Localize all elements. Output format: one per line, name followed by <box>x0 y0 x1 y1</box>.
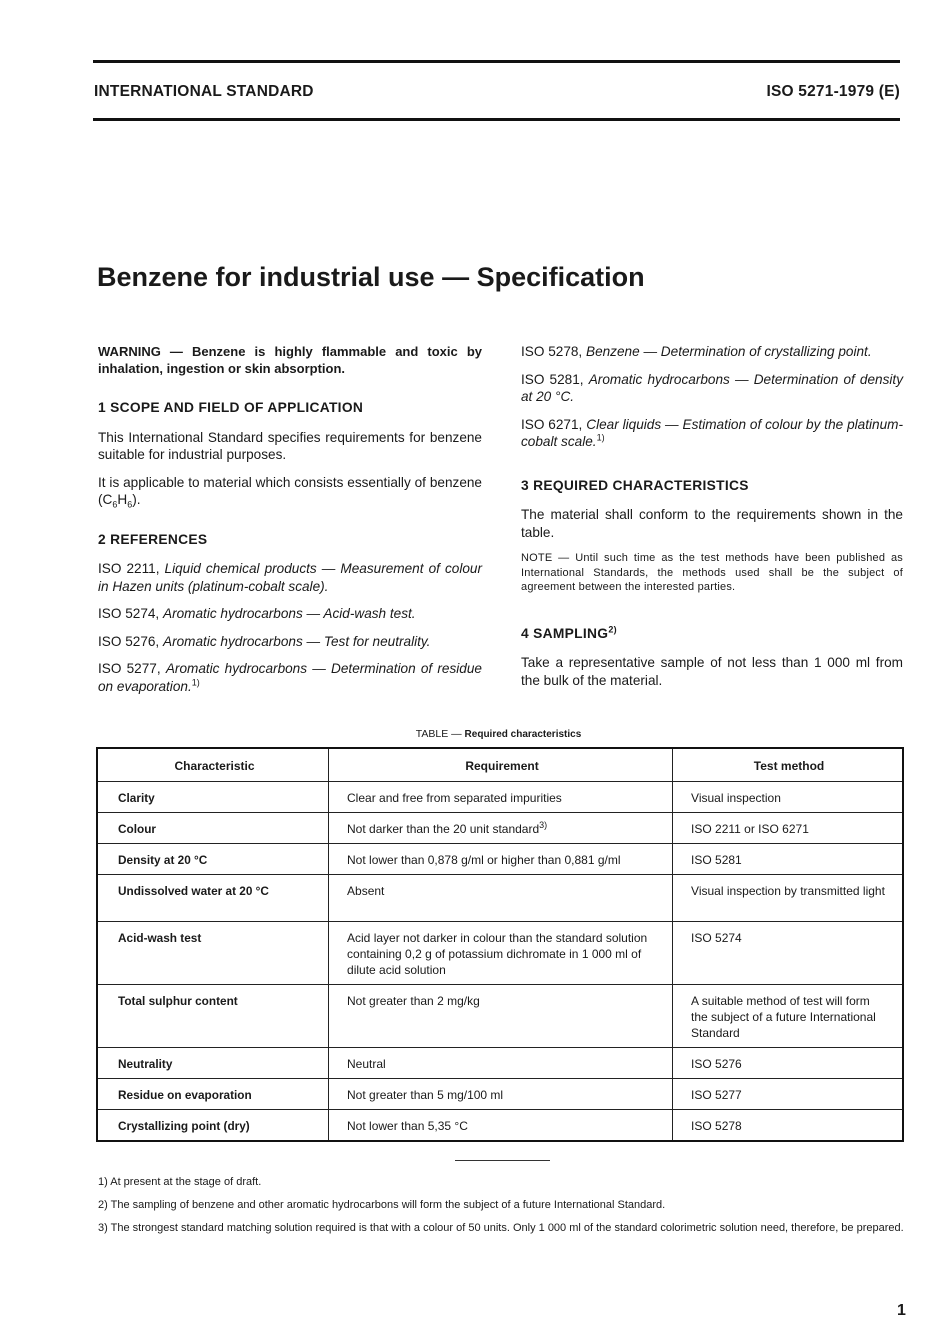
section-1-para-2: It is applicable to material which consists essentially of benzene $(C_6H_6)$. <box>98 474 482 510</box>
table-row <box>97 813 903 844</box>
cell-characteristic: Total sulphur content <box>97 985 329 1048</box>
reference-code: ISO 5278, <box>521 344 583 359</box>
header-left-label: INTERNATIONAL STANDARD <box>94 83 314 100</box>
reference-code: ISO 2211, <box>98 561 160 576</box>
section-4-heading: 4 SAMPLING$^{2)}$ <box>521 623 617 641</box>
column-header-characteristic: Characteristic <box>97 748 329 782</box>
cell-test-method: Visual inspection by transmitted light <box>673 875 903 922</box>
cell-test-method: ISO 5277 <box>673 1079 903 1110</box>
requirement-text: Acid layer not darker in colour than the standard solution containing 0,2 g of potassium dichromate in 1 000 ml of dilute acid solution <box>347 931 648 977</box>
column-header-requirement: Requirement <box>329 748 673 782</box>
reference-title: Liquid chemical products — Measurement of colour in Hazen units (platinum-cobalt scale). <box>98 561 482 594</box>
footnote-1: 1) At present at the stage of draft. <box>98 1176 262 1188</box>
cell-test-method: ISO 5274 <box>673 922 903 985</box>
requirement-text: Absent <box>347 884 385 898</box>
requirement-text: Neutral <box>347 1057 386 1071</box>
table-row <box>97 985 903 1048</box>
reference-code: ISO 6271, <box>521 416 583 432</box>
requirement-text: Not darker than the 20 unit standard <box>347 822 540 836</box>
section-4-para: Take a representative sample of not less than 1 000 ml from the bulk of the material. <box>521 655 903 688</box>
reference-code: ISO 5274, <box>98 606 160 621</box>
cell-characteristic: Acid-wash test <box>97 922 329 985</box>
cell-characteristic: Residue on evaporation <box>97 1079 329 1110</box>
document-title: Benzene for industrial use — Specification <box>97 262 645 292</box>
reference-code: ISO 5277, <box>98 661 161 676</box>
reference-item <box>521 371 903 406</box>
cell-test-method: ISO 5281 <box>673 844 903 875</box>
table-row <box>97 1048 903 1079</box>
requirement-text: Clear and free from separated impurities <box>347 791 562 805</box>
requirement-text: Not lower than 0,878 g/ml or higher than 0,881 g/ml <box>347 853 621 867</box>
reference-title: Aromatic hydrocarbons — Determination of density at 20 °C. <box>521 371 903 404</box>
table-header-row <box>97 748 903 782</box>
reference-item <box>98 560 482 595</box>
cell-requirement <box>329 1079 673 1110</box>
section-3-heading: 3 REQUIRED CHARACTERISTICS <box>521 477 749 493</box>
references-list-right <box>521 343 903 451</box>
reference-title: Benzene — Determination of crystallizing point. <box>586 344 872 359</box>
reference-title: Aromatic hydrocarbons — Test for neutrality. <box>163 633 431 649</box>
table-row <box>97 1110 903 1142</box>
cell-characteristic: Crystallizing point (dry) <box>97 1110 329 1142</box>
cell-characteristic: Density at 20 °C <box>97 844 329 875</box>
table-row <box>97 875 903 922</box>
table-row <box>97 844 903 875</box>
reference-item <box>521 343 903 361</box>
references-list-left <box>98 560 482 695</box>
table-caption: TABLE — Required characteristics <box>415 728 582 740</box>
cell-requirement <box>329 813 673 844</box>
cell-test-method: ISO 5278 <box>673 1110 903 1142</box>
cell-requirement <box>329 985 673 1048</box>
table-row <box>97 782 903 813</box>
footnote-separator <box>455 1160 550 1161</box>
header-bottom-rule <box>93 118 900 121</box>
cell-test-method: Visual inspection <box>673 782 903 813</box>
cell-requirement <box>329 1048 673 1079</box>
section-3-para: The material shall conform to the requirements shown in the table. <box>521 507 903 540</box>
reference-footnote-mark: 1) <box>596 432 605 443</box>
column-header-test-method: Test method <box>673 748 903 782</box>
reference-title: Aromatic hydrocarbons — Acid-wash test. <box>163 606 416 621</box>
cell-test-method: ISO 5276 <box>673 1048 903 1079</box>
reference-title: Aromatic hydrocarbons — Determination of residue on evaporation. <box>98 661 482 694</box>
footnote-3: 3) The strongest standard matching solution required is that with a colour of 50 units. Only 1 000 ml of the standard colorimetric solution need, therefore, be prepared. <box>98 1222 904 1234</box>
reference-item <box>98 660 482 695</box>
cell-characteristic: Clarity <box>97 782 329 813</box>
section-1-para-1: This International Standard specifies requirements for benzene suitable for industrial purposes. <box>98 429 482 462</box>
reference-item <box>98 633 482 651</box>
requirement-text: Not lower than 5,35 °C <box>347 1119 468 1133</box>
page-number: 1 <box>897 1302 906 1319</box>
warning-paragraph: WARNING — Benzene is highly flammable and toxic by inhalation, ingestion or skin absorption. <box>98 344 482 376</box>
section-3-note: NOTE — Until such time as the test methods have been published as International Standards, the methods used shall be the subject of agreement between the interested parties. <box>521 552 903 593</box>
table-row <box>97 922 903 985</box>
right-column <box>521 343 903 699</box>
left-column <box>98 343 482 705</box>
reference-footnote-mark: 1) <box>191 676 200 687</box>
reference-title: Clear liquids — Estimation of colour by the platinum-cobalt scale. <box>521 416 904 449</box>
cell-requirement <box>329 1110 673 1142</box>
section-2-heading: 2 REFERENCES <box>98 531 208 547</box>
cell-characteristic: Colour <box>97 813 329 844</box>
cell-characteristic: Undissolved water at 20 °C <box>97 875 329 922</box>
reference-code: ISO 5281, <box>521 371 584 387</box>
cell-test-method: ISO 2211 or ISO 6271 <box>673 813 903 844</box>
footnote-2: 2) The sampling of benzene and other aromatic hydrocarbons will form the subject of a future International Standard. <box>98 1199 666 1211</box>
requirements-table <box>96 747 904 1142</box>
cell-characteristic: Neutrality <box>97 1048 329 1079</box>
cell-requirement <box>329 922 673 985</box>
header-standard-number: ISO 5271-1979 (E) <box>766 83 900 100</box>
section-1-heading: 1 SCOPE AND FIELD OF APPLICATION <box>98 400 364 415</box>
table-row <box>97 1079 903 1110</box>
cell-requirement <box>329 782 673 813</box>
requirement-text: Not greater than 2 mg/kg <box>347 994 480 1008</box>
cell-test-method: A suitable method of test will form the subject of a future International Standard <box>673 985 903 1048</box>
reference-item <box>521 416 903 451</box>
header-top-rule <box>93 60 900 63</box>
reference-code: ISO 5276, <box>98 633 160 649</box>
cell-requirement <box>329 844 673 875</box>
requirement-footnote-mark: 3) <box>539 820 548 830</box>
requirement-text: Not greater than 5 mg/100 ml <box>347 1088 504 1102</box>
reference-item <box>98 605 482 623</box>
cell-requirement <box>329 875 673 922</box>
